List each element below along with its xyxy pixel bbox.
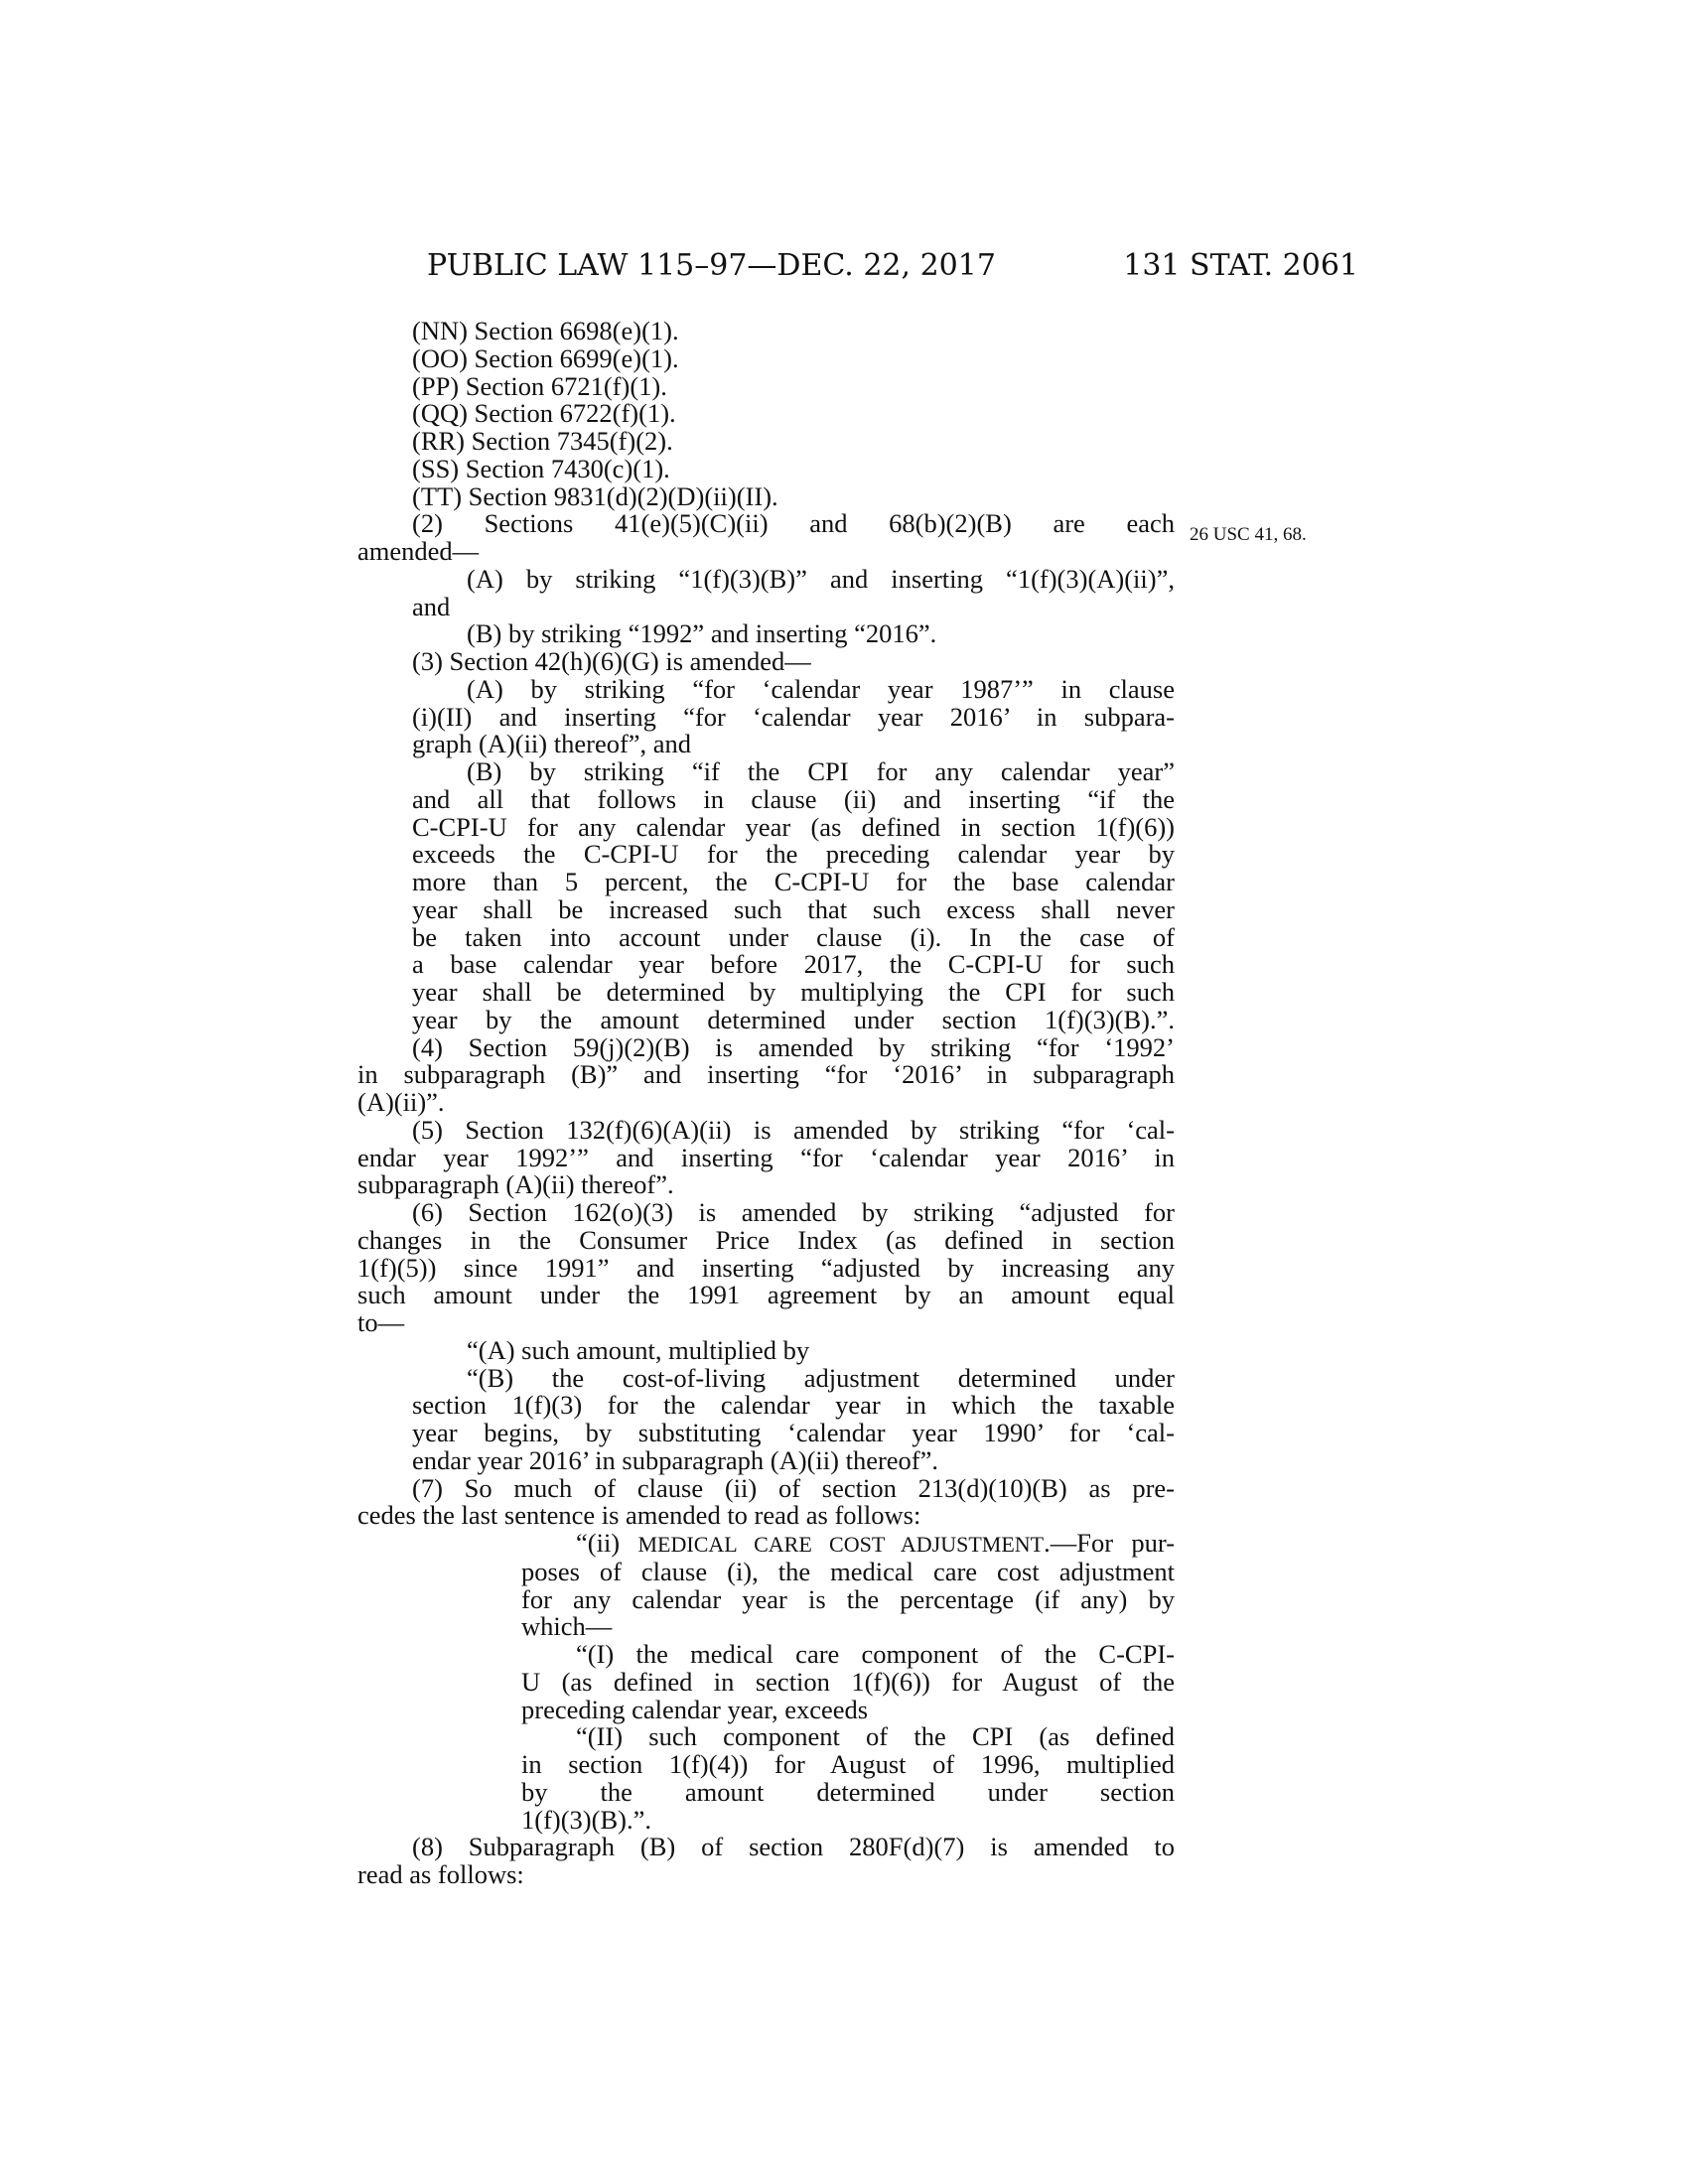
running-header [0,246,1688,286]
text-line: (QQ) Section 6722(f)(1). [412,398,676,429]
text-line: year by the amount determined under section 1(f)(3)(B).”. [412,1004,1175,1034]
text-line: (6) Section 162(o)(3) is amended by striking “adjusted for [412,1197,1175,1227]
body-text [357,318,1175,1889]
text-line: amended— [357,536,480,566]
text-line: (B) by striking “if the CPI for any calendar year” [467,756,1175,786]
text-line: (OO) Section 6699(e)(1). [412,342,679,373]
text-line: and all that follows in clause (ii) and inserting “if the [412,783,1175,814]
header-page-number: 131 STAT. 2061 [1123,248,1358,283]
text-line: 1(f)(5)) since 1991” and inserting “adjusted by increasing any [357,1252,1175,1283]
text-line: which— [521,1611,613,1642]
text-line: in subparagraph (B)” and inserting “for ‘2016’ in subparagraph [357,1059,1175,1090]
text-line: changes in the Consumer Price Index (as defined in section [357,1224,1175,1255]
text-line: preceding calendar year, exceeds [521,1694,869,1724]
text-line: a base calendar year before 2017, the C-CPI-U for such [412,949,1175,980]
text-line: be taken into account under clause (i). In the case of [412,921,1175,952]
text-line: more than 5 percent, the C-CPI-U for the base calendar [412,867,1175,896]
header-title: PUBLIC LAW 115–97—DEC. 22, 2017 [427,248,996,283]
text-line: (PP) Section 6721(f)(1). [412,370,667,401]
text-line: (2) Sections 41(e)(5)(C)(ii) and 68(b)(2)(B) are each [412,508,1175,539]
text-line: year shall be increased such that such excess shall never [412,893,1175,924]
text-line: endar year 1992’” and inserting “for ‘calendar year 2016’ in [357,1142,1175,1172]
text-line: such amount under the 1991 agreement by an amount equal [357,1280,1175,1310]
text-line: graph (A)(ii) thereof”, and [412,729,692,759]
text-line: (RR) Section 7345(f)(2). [412,426,673,456]
text-line: in section 1(f)(4)) for August of 1996, multiplied [521,1749,1175,1779]
text-line: (NN) Section 6698(e)(1). [412,316,679,345]
text-line: for any calendar year is the percentage (if any) by [521,1583,1175,1614]
text-line: 1(f)(3)(B).”. [521,1804,651,1835]
text-line: exceeds the C-CPI-U for the preceding calendar year by [412,839,1175,870]
margin-note: 26 USC 41, 68. [1190,524,1307,545]
text-line: (3) Section 42(h)(6)(G) is amended— [412,646,811,676]
text-line: section 1(f)(3) for the calendar year in which the taxable [412,1390,1175,1421]
text-line: “(II) such component of the CPI (as defined [576,1721,1175,1752]
text-line: (TT) Section 9831(d)(2)(D)(ii)(II). [412,480,778,511]
text-line: (i)(II) and inserting “for ‘calendar year 2016’ in subpara- [412,701,1175,732]
text-line: endar year 2016’ in subparagraph (A)(ii) thereof”. [412,1444,938,1475]
text-line: “(ii) MEDICAL CARE COST ADJUSTMENT.—For pur- [576,1528,1176,1558]
text-line: and [412,591,451,621]
text-line: year begins, by substituting ‘calendar year 1990’ for ‘cal- [412,1418,1175,1447]
text-line: (A) by striking “1(f)(3)(B)” and inserting “1(f)(3)(A)(ii)”, [467,563,1175,594]
text-line: U (as defined in section 1(f)(6)) for August of the [521,1666,1175,1697]
text-line: (B) by striking “1992” and inserting “2016”. [467,618,937,649]
text-line: by the amount determined under section [521,1776,1175,1807]
text-line: poses of clause (i), the medical care cost adjustment [521,1556,1175,1586]
text-line: cedes the last sentence is amended to read as follows: [357,1500,921,1531]
text-line: (SS) Section 7430(c)(1). [412,453,670,483]
text-line: C-CPI-U for any calendar year (as defined in section 1(f)(6)) [412,811,1175,842]
text-line: to— [357,1307,405,1337]
text-line: (A) by striking “for ‘calendar year 1987’” in clause [467,673,1175,704]
text-line: “(B) the cost-of-living adjustment determined under [467,1362,1175,1393]
text-line: “(A) such amount, multiplied by [467,1334,810,1365]
text-line: year shall be determined by multiplying the CPI for such [412,977,1175,1007]
text-line: (7) So much of clause (ii) of section 213(d)(10)(B) as pre- [412,1472,1175,1503]
text-line: read as follows: [357,1859,524,1889]
text-line: (5) Section 132(f)(6)(A)(ii) is amended by striking “for ‘cal- [412,1114,1175,1145]
text-line: subparagraph (A)(ii) thereof”. [357,1169,674,1200]
text-line: (4) Section 59(j)(2)(B) is amended by striking “for ‘1992’ [412,1031,1175,1062]
text-line: (8) Subparagraph (B) of section 280F(d)(7) is amended to [412,1832,1175,1862]
text-line: “(I) the medical care component of the C-CPI- [576,1639,1175,1669]
text-line: (A)(ii)”. [357,1087,445,1117]
